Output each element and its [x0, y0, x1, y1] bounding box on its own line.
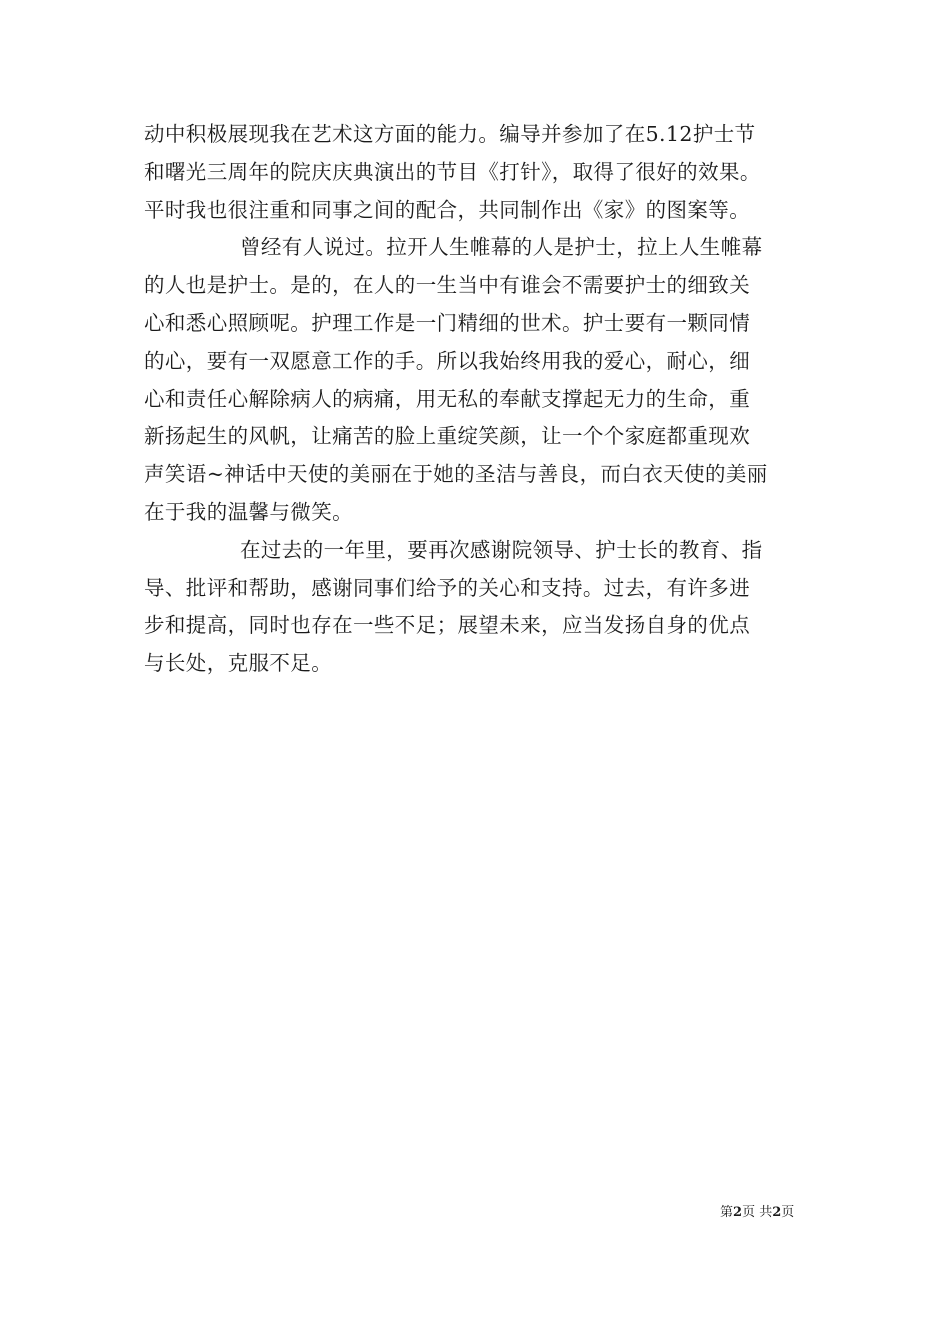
text-line: 的人也是护士。是的，在人的一生当中有谁会不需要护士的细致关 [144, 273, 751, 298]
text-line: 声笑语~神话中天使的美丽在于她的圣洁与善良，而白衣天使的美丽 [144, 462, 768, 487]
text-line: 心和责任心解除病人的病痛，用无私的奉献支撑起无力的生命，重 [144, 386, 751, 411]
paragraph-3 [144, 532, 814, 683]
page-number-footer [720, 1205, 794, 1221]
text-line: 曾经有人说过。拉开人生帷幕的人是护士，拉上人生帷幕 [240, 235, 763, 260]
text-line: 与长处，克服不足。 [144, 651, 333, 676]
document-body [144, 116, 814, 683]
text-line: 动中积极展现我在艺术这方面的能力。编导并参加了在5.12护士节 [144, 122, 756, 146]
text-line: 和曙光三周年的院庆庆典演出的节目《打针》，取得了很好的效果。 [144, 159, 761, 184]
text-line: 平时我也很注重和同事之间的配合，共同制作出《家》的图案等。 [144, 197, 751, 222]
text-line: 步和提高，同时也存在一些不足；展望未来，应当发扬自身的优点 [144, 613, 751, 638]
current-page-number: 2 [733, 1205, 743, 1220]
total-pages-number: 2 [772, 1205, 782, 1220]
text-line: 导、批评和帮助，感谢同事们给予的关心和支持。过去，有许多进 [144, 575, 751, 600]
text-line: 的心，要有一双愿意工作的手。所以我始终用我的爱心，耐心，细 [144, 348, 751, 373]
footer-prefix: 第 [720, 1205, 734, 1220]
text-line: 在过去的一年里，要再次感谢院领导、护士长的教育、指 [240, 537, 763, 562]
text-line: 心和悉心照顾呢。护理工作是一门精细的世术。护士要有一颗同情 [144, 310, 751, 335]
text-line: 新扬起生的风帆，让痛苦的脸上重绽笑颜，让一个个家庭都重现欢 [144, 424, 751, 449]
paragraph-2 [144, 229, 814, 531]
paragraph-1 [144, 116, 814, 229]
text-line: 在于我的温馨与微笑。 [144, 499, 353, 524]
footer-middle: 页 共 [742, 1205, 773, 1220]
footer-suffix: 页 [781, 1205, 795, 1220]
